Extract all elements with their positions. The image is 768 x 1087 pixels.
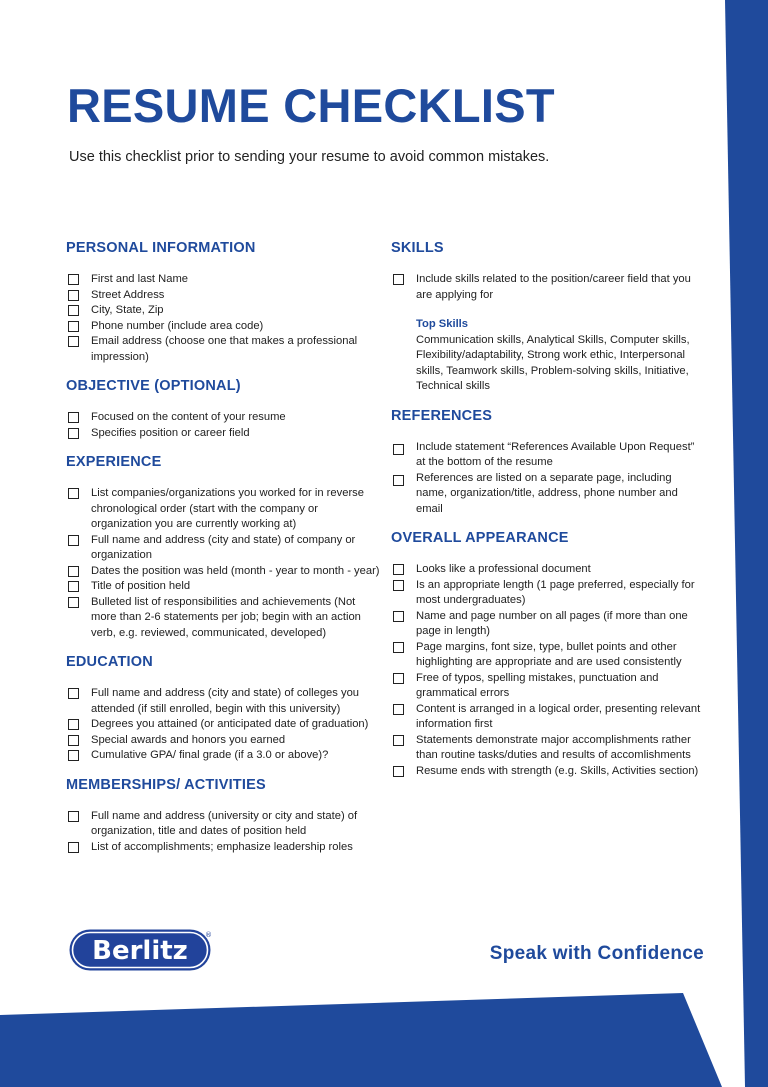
item-label: Bulleted list of responsibilities and achievements (Not more than 2-6 statements per job; begin with an action verb, e.g. reviewed, communicated, developed): [91, 595, 361, 639]
right-column: [391, 238, 703, 779]
checklist-item: [391, 471, 703, 518]
section-overall-appearance: [391, 528, 703, 779]
item-label: First and last Name: [91, 273, 188, 285]
section-objective: [66, 376, 381, 441]
checklist-item: [66, 426, 381, 442]
checklist-item: [391, 562, 703, 578]
checklist-item: [391, 764, 703, 780]
checklist-item: [66, 809, 381, 840]
section-heading: OVERALL APPEARANCE: [391, 530, 569, 546]
section-heading: REFERENCES: [391, 407, 493, 424]
checkbox[interactable]: [393, 274, 404, 285]
top-skills-heading: Top Skills: [416, 318, 469, 330]
checkbox[interactable]: [393, 475, 404, 486]
checklist: [66, 272, 381, 365]
item-label: Full name and address (city and state) of colleges you attended (if still enrolled, begin with this university): [91, 687, 360, 715]
item-label: Content is arranged in a logical order, presenting relevant information first: [416, 702, 701, 730]
checkbox[interactable]: [68, 566, 79, 577]
item-label: City, State, Zip: [91, 304, 164, 316]
checklist-item: [391, 272, 703, 303]
section-heading: MEMBERSHIPS/ ACTIVITIES: [66, 776, 266, 793]
section-references: [391, 406, 703, 518]
item-label: Include statement “References Available Upon Request” at the bottom of the resume: [416, 440, 695, 468]
checkbox[interactable]: [393, 611, 404, 622]
checklist-item: [391, 609, 703, 640]
item-label: Free of typos, spelling mistakes, punctuation and grammatical errors: [416, 671, 659, 699]
checklist: [66, 686, 381, 764]
checklist-item: [66, 686, 381, 717]
section-heading: EXPERIENCE: [66, 454, 162, 470]
checkbox[interactable]: [393, 580, 404, 591]
item-label: Statements demonstrate major accomplishments rather than routine tasks/duties and results of accomlishments: [416, 733, 691, 761]
checklist: [66, 410, 381, 441]
section-heading: SKILLS: [391, 240, 444, 256]
checklist-item: [66, 840, 381, 856]
checkbox[interactable]: [393, 564, 404, 575]
item-label: Full name and address (city and state) of company or organization: [91, 533, 356, 561]
item-label: Resume ends with strength (e.g. Skills, Activities section): [416, 764, 699, 777]
checklist-item: [66, 595, 381, 642]
item-label: List of accomplishments; emphasize leadership roles: [91, 840, 353, 853]
page-title: RESUME CHECKLIST: [67, 79, 555, 132]
checklist-item: [66, 579, 381, 595]
checklist-item: [66, 410, 381, 426]
section-personal-information: [66, 238, 381, 365]
item-label: Include skills related to the position/career field that you are applying for: [416, 273, 691, 301]
checklist-item: [66, 288, 381, 304]
checklist: [391, 440, 703, 518]
checkbox[interactable]: [393, 444, 404, 455]
checkbox[interactable]: [393, 766, 404, 777]
checklist-item: [66, 334, 381, 365]
top-skills-text: Communication skills, Analytical Skills, Computer skills, Flexibility/adaptability, Strong work ethic, Interpersonal skills, Teamwork skills, Problem-solving skills, Initiative, Technical skills: [416, 333, 690, 392]
left-column: [66, 238, 381, 855]
berlitz-logo: [69, 929, 211, 971]
section-heading: PERSONAL INFORMATION: [66, 240, 256, 256]
checkbox[interactable]: [68, 290, 79, 301]
checkbox[interactable]: [68, 535, 79, 546]
item-label: Degrees you attained (or anticipated date of graduation): [91, 718, 369, 730]
checklist-item: [391, 640, 703, 671]
tagline: Speak with Confidence: [489, 943, 704, 964]
checkbox[interactable]: [68, 274, 79, 285]
item-label: Dates the position was held (month - year to month - year): [91, 564, 380, 577]
checklist-item: [66, 272, 381, 288]
item-label: References are listed on a separate page, including name, organization/title, address, phone number and email: [416, 471, 678, 515]
checklist-item: [66, 533, 381, 564]
checklist-item: [66, 319, 381, 335]
section-education: [66, 652, 381, 764]
registered-mark: ®: [205, 931, 212, 939]
checklist: [66, 486, 381, 641]
checklist-item: [66, 564, 381, 580]
item-label: Is an appropriate length (1 page preferred, especially for most undergraduates): [416, 578, 695, 606]
checklist: [391, 272, 703, 303]
checkbox[interactable]: [393, 735, 404, 746]
checkbox[interactable]: [68, 336, 79, 347]
item-label: Street Address: [91, 288, 165, 301]
checkbox[interactable]: [393, 673, 404, 684]
checkbox[interactable]: [68, 488, 79, 499]
item-label: Title of position held: [91, 580, 191, 592]
checklist-item: [391, 671, 703, 702]
checklist-item: [66, 486, 381, 533]
item-label: Name and page number on all pages (if more than one page in length): [416, 609, 688, 637]
item-label: Cumulative GPA/ final grade (if a 3.0 or above)?: [91, 749, 329, 761]
item-label: Specifies position or career field: [91, 426, 250, 439]
checklist-item: [66, 717, 381, 733]
item-label: Email address (choose one that makes a professional impression): [91, 335, 358, 363]
checkbox[interactable]: [68, 581, 79, 592]
checklist-item: [391, 578, 703, 609]
logo-text: Berlitz: [92, 936, 188, 966]
checkbox[interactable]: [68, 412, 79, 423]
checklist: [391, 562, 703, 779]
checkbox[interactable]: [68, 305, 79, 316]
section-skills: [391, 238, 703, 395]
item-label: List companies/organizations you worked for in reverse chronological order (start with the company or organization you are currently working at): [91, 487, 364, 530]
checklist-item: [66, 303, 381, 319]
checklist-item: [391, 733, 703, 764]
section-memberships: [66, 775, 381, 856]
section-heading: EDUCATION: [66, 654, 153, 670]
checkbox[interactable]: [68, 811, 79, 822]
checklist-item: [66, 748, 381, 764]
checkbox[interactable]: [68, 735, 79, 746]
checklist: [66, 809, 381, 856]
checkbox[interactable]: [393, 642, 404, 653]
checkbox[interactable]: [68, 842, 79, 853]
checkbox[interactable]: [68, 597, 79, 608]
item-label: Full name and address (university or city and state) of organization, title and dates of position held: [91, 809, 358, 837]
checkbox[interactable]: [68, 719, 79, 730]
item-label: Phone number (include area code): [91, 319, 264, 332]
checkbox[interactable]: [68, 750, 79, 761]
checkbox[interactable]: [68, 688, 79, 699]
item-label: Focused on the content of your resume: [91, 411, 286, 423]
checkbox[interactable]: [393, 704, 404, 715]
item-label: Page margins, font size, type, bullet points and other highlighting are appropriate and are used consistently: [416, 640, 682, 668]
section-experience: [66, 452, 381, 641]
checkbox[interactable]: [68, 321, 79, 332]
checklist-item: [391, 440, 703, 471]
item-label: Looks like a professional document: [416, 563, 591, 575]
checklist-item: [391, 702, 703, 733]
item-label: Special awards and honors you earned: [91, 733, 286, 746]
checklist-item: [66, 733, 381, 749]
section-heading: OBJECTIVE (OPTIONAL): [66, 378, 241, 394]
checkbox[interactable]: [68, 428, 79, 439]
page-subtitle: Use this checklist prior to sending your resume to avoid common mistakes.: [69, 149, 550, 165]
